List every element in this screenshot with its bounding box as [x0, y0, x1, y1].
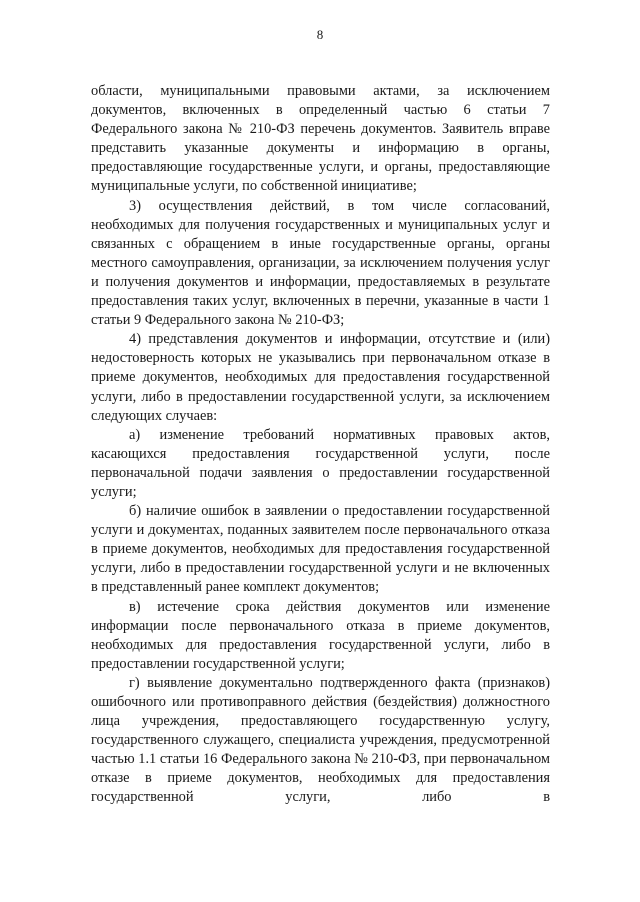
paragraph-subitem-a: а) изменение требований нормативных правовых актов, касающихся предоставления государственной услуги, после первоначальной подачи заявления о предоставлении государственной услуги; — [91, 426, 550, 500]
document-body — [91, 82, 550, 808]
paragraph-item-4: 4) представления документов и информации, отсутствие и (или) недостоверность которых не указывались при первоначальном отказе в приеме документов, необходимых для предоставления государственной услуги, либо в предоставлении государственной услуги, за исключением следующих случаев: — [91, 331, 550, 424]
paragraph-continuation: области, муниципальными правовыми актами, за исключением документов, включенных в определенный частью 6 статьи 7 Федерального закона № 210-ФЗ перечень документов. Заявитель вправе представить указанные документы и информацию в органы, предоставляющие государственные услуги, и органы, предоставляющие муниципальные услуги, по собственной инициативе; — [91, 83, 550, 195]
paragraph-subitem-b: б) наличие ошибок в заявлении о предоставлении государственной услуги и документах, поданных заявителем после первоначального отказа в приеме документов, необходимых для предоставления государственной услуги, либо в предоставлении государственной услуги и не включенных в представленный ранее комплект документов; — [91, 503, 550, 596]
paragraph-subitem-v: в) истечение срока действия документов или изменение информации после первоначального отказа в приеме документов, необходимых для предоставления государственной услуги, либо в предоставлении государственной услуги; — [91, 598, 550, 672]
page-number: 8 — [316, 27, 324, 42]
paragraph-item-3: 3) осуществления действий, в том числе согласований, необходимых для получения государственных и муниципальных услуг и связанных с обращением в иные государственные органы, органы местного самоуправления, организации, за исключением получения услуг и получения документов и информации, предоставляемых в результате предоставления таких услуг, включенных в перечни, указанные в части 1 статьи 9 Федерального закона № 210-ФЗ; — [91, 197, 550, 329]
paragraph-subitem-g: г) выявление документально подтвержденного факта (признаков) ошибочного или противоправного действия (бездействия) должностного лица учреждения, предоставляющего государственную услугу, государственного служащего, специалиста учреждения, предусмотренной частью 1.1 статьи 16 Федерального закона № 210-ФЗ, при первоначальном отказе в приеме документов, необходимых для предоставления государственной услуги, либо в — [91, 674, 550, 806]
